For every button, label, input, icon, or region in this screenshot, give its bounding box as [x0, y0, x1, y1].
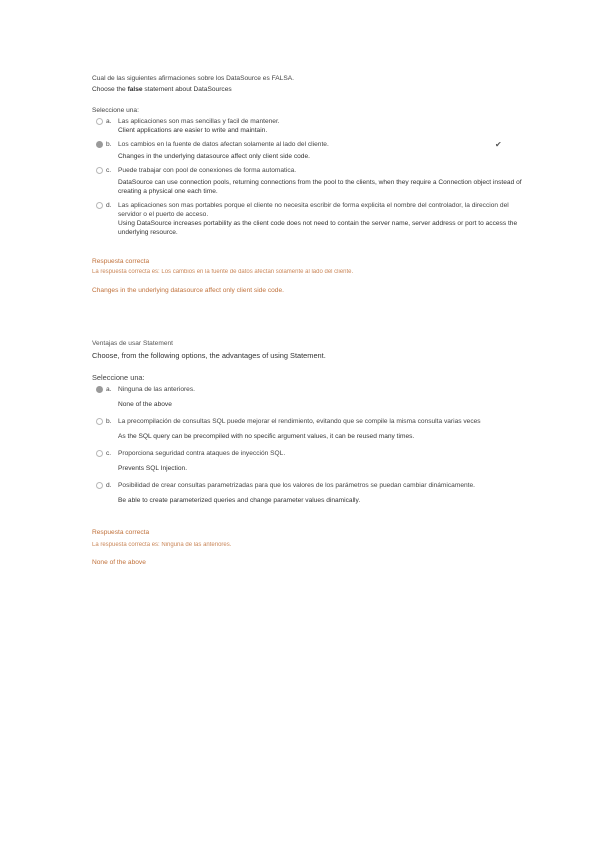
option-text-en: As the SQL query can be precompiled with no specific argument values, it can be reused many times.	[118, 433, 415, 440]
option-letter: c.	[106, 450, 112, 457]
option-letter: c.	[106, 167, 112, 174]
prompt-en-bold: false	[127, 86, 143, 93]
feedback-heading: Respuesta correcta	[92, 258, 150, 265]
option-b[interactable]	[92, 417, 532, 441]
question-1-prompt-es: Cual de las siguientes afirmaciones sobre los DataSource es FALSA.	[92, 75, 294, 82]
radio-button[interactable]	[96, 202, 103, 209]
option-b[interactable]	[92, 140, 532, 161]
radio-button-selected[interactable]	[96, 386, 103, 393]
feedback-correct-answer-en: Changes in the underlying datasource affect only client side code.	[92, 287, 284, 294]
option-c[interactable]	[92, 449, 532, 473]
option-a[interactable]	[92, 117, 532, 135]
option-text-es: Las aplicaciones son mas sencillas y facil de mantener.	[118, 118, 280, 125]
option-text-es: Posibilidad de crear consultas parametrizadas para que los valores de los parámetros se puedan cambiar dinámicamente.	[118, 482, 475, 489]
radio-button[interactable]	[96, 118, 103, 125]
option-text-en: DataSource can use connection pools, returning connections from the pool to the clients, when they require a Connection object instead of creating a physical one each time.	[118, 179, 522, 195]
question-2-prompt-en: Choose, from the following options, the advantages of using Statement.	[92, 351, 326, 360]
feedback-correct-answer: La respuesta correcta es: Los cambios en la fuente de datos afectan solamente al lado del cliente.	[92, 269, 354, 275]
option-text-en: None of the above	[118, 401, 172, 408]
feedback-heading: Respuesta correcta	[92, 529, 150, 536]
option-text-en: Client applications are easier to write and maintain.	[118, 127, 268, 134]
check-icon: ✔	[495, 140, 502, 149]
radio-button-selected[interactable]	[96, 141, 103, 148]
option-letter: a.	[106, 386, 112, 393]
question-1-prompt-en	[92, 85, 532, 94]
radio-button[interactable]	[96, 450, 103, 457]
option-letter: d.	[106, 202, 112, 209]
option-text-en: Using DataSource increases portability as the client code does not need to contain the server name, server address or port to access the underlying resource.	[118, 220, 518, 236]
select-one-label: Seleccione una:	[92, 373, 145, 382]
option-text-en: Changes in the underlying datasource affect only client side code.	[118, 153, 310, 160]
feedback-correct-answer: La respuesta correcta es: Ninguna de las anteriores.	[92, 542, 232, 548]
option-text-es: Ninguna de las anteriores.	[118, 386, 195, 393]
option-text-es: Los cambios en la fuente de datos afectan solamente al lado del cliente.	[118, 141, 329, 148]
option-a[interactable]	[92, 385, 532, 409]
option-letter: a.	[106, 118, 112, 125]
option-text-es: Puede trabajar con pool de conexiones de forma automatica.	[118, 167, 297, 174]
option-text-es: Proporciona seguridad contra ataques de inyección SQL.	[118, 450, 286, 457]
feedback-correct-answer-en: None of the above	[92, 559, 146, 566]
radio-button[interactable]	[96, 482, 103, 489]
option-letter: d.	[106, 482, 112, 489]
option-c[interactable]	[92, 166, 532, 196]
prompt-en-post: statement about DataSources	[142, 86, 232, 93]
option-letter: b.	[106, 141, 112, 148]
option-text-es: La precompilación de consultas SQL puede mejorar el rendimiento, evitando que se compile la misma consulta varias veces	[118, 418, 481, 425]
option-d[interactable]	[92, 481, 532, 505]
option-letter: b.	[106, 418, 112, 425]
option-d[interactable]	[92, 201, 532, 237]
radio-button[interactable]	[96, 167, 103, 174]
prompt-en-pre: Choose the	[92, 86, 128, 93]
option-text-en: Prevents SQL Injection.	[118, 465, 188, 472]
option-text-en: Be able to create parameterized queries and change parameter values dinamically.	[118, 497, 361, 504]
question-1	[92, 74, 532, 294]
select-one-label: Seleccione una:	[92, 107, 139, 114]
question-2-prompt-es: Ventajas de usar Statement	[92, 340, 174, 347]
option-text-es: Las aplicaciones son mas portables porque el cliente no necesita escribir de forma explicita el nombre del controlador, la direccion del servidor o el puerto de acceso.	[118, 202, 509, 218]
question-2	[92, 339, 532, 566]
radio-button[interactable]	[96, 418, 103, 425]
